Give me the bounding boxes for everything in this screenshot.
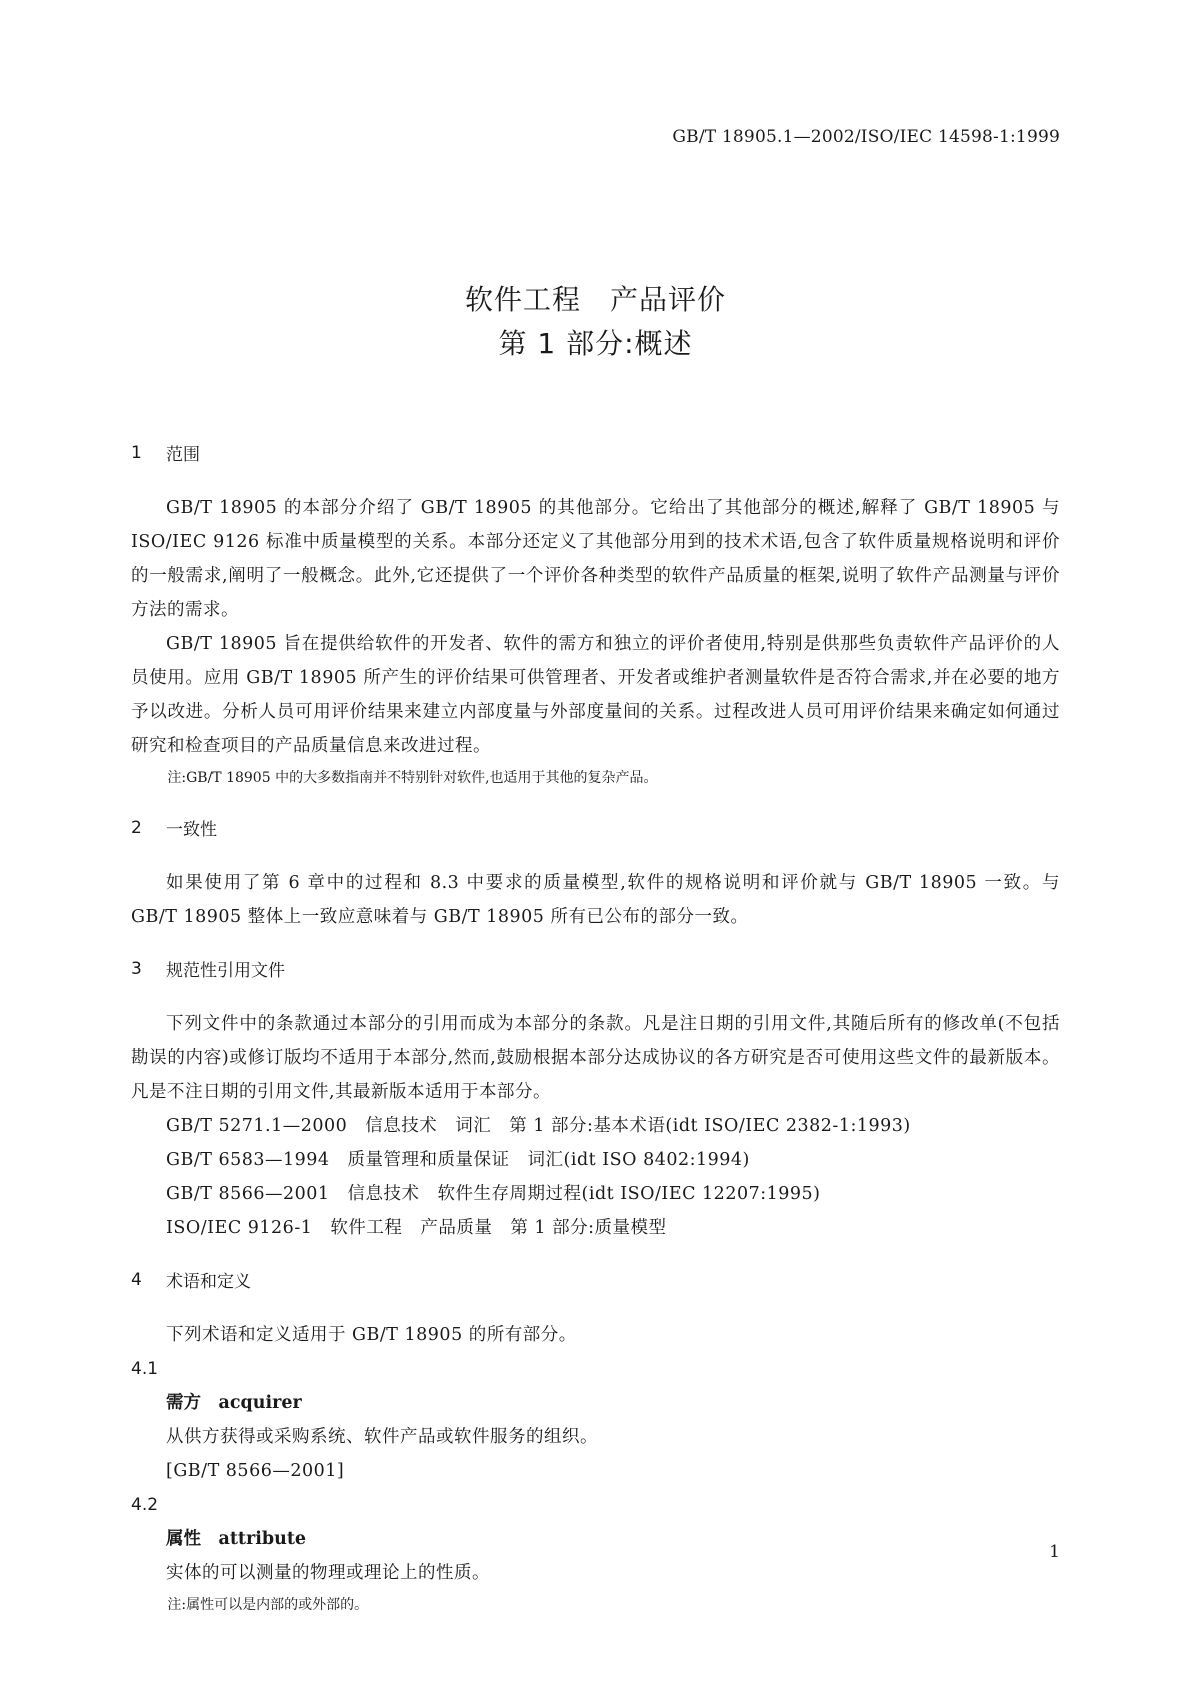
reference-item: GB/T 8566—2001 信息技术 软件生存周期过程(idt ISO/IEC 12207:1995) bbox=[166, 1184, 821, 1204]
section-heading bbox=[131, 956, 1060, 981]
note: 注:GB/T 18905 中的大多数指南并不特别针对软件,也适用于其他的复杂产品。 bbox=[167, 770, 658, 786]
title-line-2: 第 1 部分:概述 bbox=[498, 327, 693, 360]
document-title bbox=[0, 278, 1191, 366]
reference-item: GB/T 6583—1994 质量管理和质量保证 词汇(idt ISO 8402:1994) bbox=[166, 1150, 750, 1170]
term-name: 属性 attribute bbox=[166, 1529, 307, 1549]
term-number: 4.2 bbox=[131, 1495, 159, 1515]
section-heading bbox=[131, 1267, 1060, 1292]
reference-item: GB/T 5271.1—2000 信息技术 词汇 第 1 部分:基本术语(idt ISO/IEC 2382-1:1993) bbox=[166, 1116, 911, 1136]
section-title: 术语和定义 bbox=[166, 1272, 251, 1292]
term-note: 注:属性可以是内部的或外部的。 bbox=[167, 1597, 369, 1613]
paragraph: 下列术语和定义适用于 GB/T 18905 的所有部分。 bbox=[166, 1325, 577, 1345]
section-number: 2 bbox=[131, 817, 142, 838]
section-number: 4 bbox=[131, 1269, 142, 1290]
section-title: 一致性 bbox=[166, 820, 217, 840]
term-entry bbox=[131, 1352, 1060, 1488]
section-scope bbox=[131, 440, 1060, 793]
reference-item: ISO/IEC 9126-1 软件工程 产品质量 第 1 部分:质量模型 bbox=[166, 1218, 667, 1238]
section-title: 规范性引用文件 bbox=[166, 961, 285, 981]
title-line-1: 软件工程 产品评价 bbox=[464, 283, 726, 316]
section-terms bbox=[131, 1267, 1060, 1620]
section-heading bbox=[131, 440, 1060, 465]
section-title: 范围 bbox=[166, 445, 200, 465]
term-name: 需方 acquirer bbox=[166, 1393, 302, 1413]
section-number: 3 bbox=[131, 958, 142, 979]
paragraph: GB/T 18905 的本部分介绍了 GB/T 18905 的其他部分。它给出了其他部分的概述,解释了 GB/T 18905 与 ISO/IEC 9126 标准中质量模型的关系。本部分还定义了其他部分用到的技术术语,包含了软件质量规格说明和评价的一般需求,阐明了一般概念。此外,它还提供了一个评价各种类型的软件产品质量的框架,说明了软件产品测量与评价方法的需求。 bbox=[131, 498, 1060, 620]
section-heading bbox=[131, 815, 1060, 840]
term-definition: 从供方获得或采购系统、软件产品或软件服务的组织。 bbox=[166, 1427, 598, 1447]
paragraph: 如果使用了第 6 章中的过程和 8.3 中要求的质量模型,软件的规格说明和评价就与 GB/T 18905 一致。与 GB/T 18905 整体上一致应意味着与 GB/T 18905 所有已公布的部分一致。 bbox=[131, 873, 1060, 927]
term-entry bbox=[131, 1488, 1060, 1620]
term-number: 4.1 bbox=[131, 1359, 159, 1379]
paragraph: 下列文件中的条款通过本部分的引用而成为本部分的条款。凡是注日期的引用文件,其随后所有的修改单(不包括勘误的内容)或修订版均不适用于本部分,然而,鼓励根据本部分达成协议的各方研究是否可使用这些文件的最新版本。凡是不注日期的引用文件,其最新版本适用于本部分。 bbox=[131, 1014, 1060, 1102]
term-definition: 实体的可以测量的物理或理论上的性质。 bbox=[166, 1563, 490, 1583]
document-body bbox=[131, 440, 1060, 1640]
section-number: 1 bbox=[131, 442, 142, 463]
term-source: [GB/T 8566—2001] bbox=[166, 1461, 345, 1481]
section-normative-references bbox=[131, 956, 1060, 1245]
paragraph: GB/T 18905 旨在提供给软件的开发者、软件的需方和独立的评价者使用,特别是供那些负责软件产品评价的人员使用。应用 GB/T 18905 所产生的评价结果可供管理者、开发者或维护者测量软件是否符合需求,并在必要的地方予以改进。分析人员可用评价结果来建立内部度量与外部度量间的关系。过程改进人员可用评价结果来确定如何通过研究和检查项目的产品质量信息来改进过程。 bbox=[131, 634, 1060, 756]
section-conformance bbox=[131, 815, 1060, 934]
page-number: 1 bbox=[1049, 1542, 1060, 1562]
standard-code: GB/T 18905.1—2002/ISO/IEC 14598-1:1999 bbox=[672, 127, 1060, 147]
